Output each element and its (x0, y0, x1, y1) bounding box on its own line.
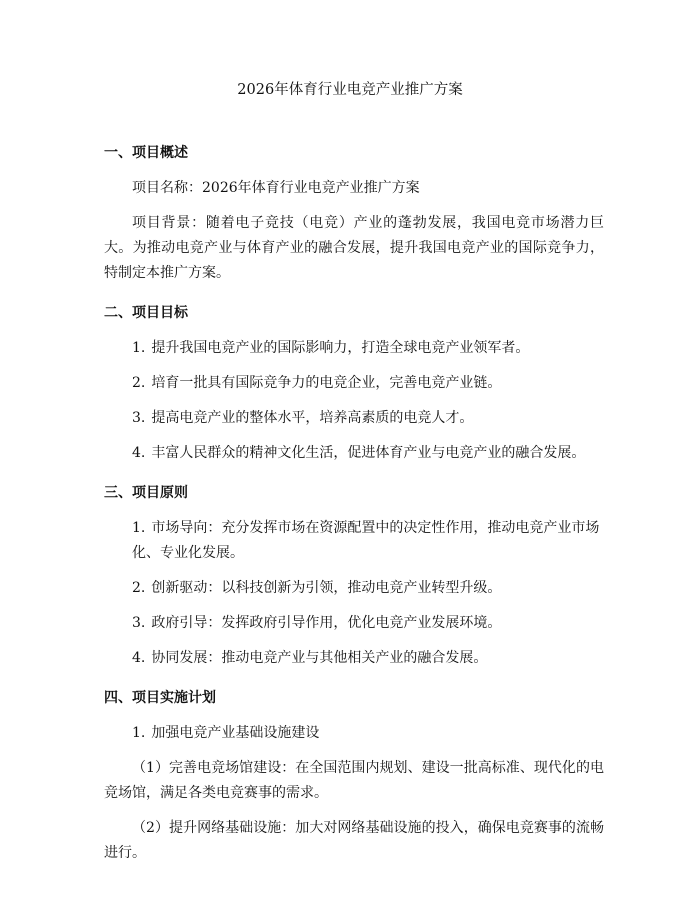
goal-item (104, 441, 604, 466)
principle-number: 3. (132, 615, 146, 631)
goal-text: 培育一批具有国际竞争力的电竞企业，完善电竞产业链。 (151, 375, 502, 391)
principle-number: 4. (132, 650, 146, 666)
plan-subitem: （1）完善电竞场馆建设：在全国范围内规划、建设一批高标准、现代化的电竞场馆，满足各类电竞赛事的需求。 (104, 760, 604, 801)
goal-item (104, 371, 604, 396)
plan-text: 加强电竞产业基础设施建设 (151, 725, 320, 741)
principle-text: 协同发展：推动电竞产业与其他相关产业的融合发展。 (151, 650, 488, 666)
principle-text: 创新驱动：以科技创新为引领，推动电竞产业转型升级。 (151, 580, 502, 596)
goal-text: 提升我国电竞产业的国际影响力，打造全球电竞产业领军者。 (151, 340, 530, 356)
goal-number: 4. (132, 445, 146, 461)
principle-text: 政府引导：发挥政府引导作用，优化电竞产业发展环境。 (151, 615, 502, 631)
section-heading-overview: 一、项目概述 (104, 145, 188, 161)
principle-number: 1. (132, 520, 146, 536)
plan-number: 1. (132, 725, 146, 741)
plan-item (104, 721, 604, 746)
goal-number: 3. (132, 410, 146, 426)
goal-item (104, 336, 604, 361)
goal-text: 丰富人民群众的精神文化生活，促进体育产业与电竞产业的融合发展。 (151, 445, 586, 461)
principle-item (104, 611, 604, 636)
document-body (104, 140, 604, 866)
document-title: 2026年体育行业电竞产业推广方案 (237, 82, 463, 98)
goal-number: 1. (132, 340, 146, 356)
principle-item (104, 576, 604, 601)
principle-number: 2. (132, 580, 146, 596)
project-name-paragraph: 项目名称：2026年体育行业电竞产业推广方案 (132, 180, 420, 196)
section-heading-implementation: 四、项目实施计划 (104, 690, 216, 706)
principle-item (104, 646, 604, 671)
goal-number: 2. (132, 375, 146, 391)
plan-subitem: （2）提升网络基础设施：加大对网络基础设施的投入，确保电竞赛事的流畅进行。 (104, 820, 604, 861)
goal-text: 提高电竞产业的整体水平，培养高素质的电竞人才。 (151, 410, 474, 426)
principle-item (104, 516, 604, 566)
section-heading-goals: 二、项目目标 (104, 305, 188, 321)
project-background-paragraph: 项目背景：随着电子竞技（电竞）产业的蓬勃发展，我国电竞市场潜力巨大。为推动电竞产业与体育产业的融合发展，提升我国电竞产业的国际竞争力，特制定本推广方案。 (104, 215, 604, 281)
goal-item (104, 406, 604, 431)
principle-text: 市场导向：充分发挥市场在资源配置中的决定性作用，推动电竞产业市场化、专业化发展。 (132, 520, 600, 561)
section-heading-principles: 三、项目原则 (104, 485, 188, 501)
